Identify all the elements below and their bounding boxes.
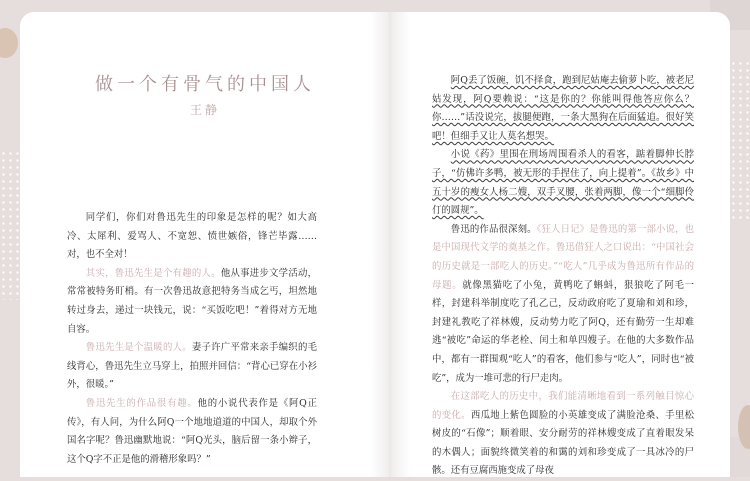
text-segment: 鲁迅的作品很深刻。 bbox=[450, 223, 537, 235]
text-segment: 就像黑猫吃了小兔，黄鸭吃了蝌蚪，狠狼吃了阿毛一样，封建科举制度吃了孔乙己，反动政府吃了夏瑜和刘和珍，封建礼教吃了祥林嫂，反动势力吃了阿Q，还有勤劳一生却难逃“被吃”命运的华老栓、闰土和单四嫂子。在他的大多数作品中，都有一群围观“吃人”的看客，他们参与“吃人”，同时也“被吃”，成为一堆可悲的行尸走肉。 bbox=[432, 279, 694, 384]
text-segment: 其实，鲁迅先生是个有趣的人。 bbox=[85, 267, 221, 279]
text-segment: 妻子许广平常来亲手编织的毛线背心，鲁迅先生立马穿上，拍照并回信：“背心已穿在小衫外，很暖。” bbox=[67, 342, 317, 391]
dot-pattern-right bbox=[730, 60, 750, 220]
text-segment: 鲁迅先生的作品很有趣。 bbox=[85, 397, 198, 409]
left-column bbox=[67, 209, 317, 469]
text-segment: 西瓜地上紫色圆脸的小英雄变成了满脸沧桑、手里松树皮的“石像”；顺着眼、安分耐劳的祥林嫂变成了直着眼发呆的木偶人；面貌终微笑着的和霭的刘和珍变成了一具冰冷的尸骸。还有豆腐西施变成了母夜 bbox=[432, 409, 694, 477]
paragraph bbox=[432, 72, 694, 146]
paragraph bbox=[432, 146, 694, 220]
book-gutter bbox=[370, 12, 410, 477]
text-segment: 他的小说代表作是《阿Q正传》，有人问，为什么阿Q一个地地道道的中国人，却取个外国名字呢？鲁迅幽默地说：“阿Q光头，脑后留一条小辫子，这个Q字不正是他的滑稽形象吗？” bbox=[67, 397, 317, 465]
text-segment: 鲁迅先生是个温暖的人。 bbox=[85, 342, 192, 354]
text-segment: 《狂人日记》是鲁迅的第一部小说，也是中国现代文学的奠基之作。鲁迅借狂人之口说出：“中国社会的历史就是一部吃人的历史。”“吃人”几乎成为鲁迅所有作品的母题。 bbox=[432, 223, 694, 291]
text-segment: 同学们，你们对鲁迅先生的印象是怎样的呢？如大高冷、太犀利、爱骂人、不宽恕、愤世嫉俗，锋芒毕露……对，也不全对！ bbox=[67, 212, 317, 261]
paragraph bbox=[67, 339, 317, 395]
paragraph bbox=[67, 209, 317, 265]
text-segment: 小说《药》里围在刑场周围看杀人的看客，踮着脚伸长脖子，“仿佛许多鸭，被无形的手捏住了，向上提着”。《故乡》中五十岁的瘦女人杨二嫂，双手叉腰，张着两脚，像一个“细脚伶仃的圆规”。 bbox=[432, 149, 694, 217]
right-column bbox=[432, 72, 694, 481]
text-segment: 阿Q丢了饭碗，饥不择食，跑到尼姑庵去偷萝卜吃，被老尼姑发现，阿Q要赖说：“这是你的？你能叫得他答应你么？你……”话没说完，拔腿便跑，一条大黑狗在后面猛追。很好笑吧！但细手又让人莫名想哭。 bbox=[432, 75, 694, 142]
article-title: 做一个有骨气的中国人 bbox=[95, 74, 315, 95]
paragraph bbox=[67, 395, 317, 469]
paragraph bbox=[67, 265, 317, 339]
paragraph bbox=[432, 221, 694, 388]
text-segment: 在这部吃人的历史中，我们能清晰地看到一系列触目惊心的变化。 bbox=[432, 391, 694, 421]
article-author: 王静 bbox=[189, 103, 220, 117]
watercolor-blob-icon bbox=[0, 28, 18, 58]
text-segment: 他从事进步文学活动，常常被特务盯梢。有一次鲁迅故意把特务当成乞丐，坦然地转过身去，递过一块钱元，说：“买饭吃吧！”着得对方无地自容。 bbox=[67, 267, 317, 335]
dot-pattern-left bbox=[0, 150, 22, 300]
paragraph bbox=[432, 388, 694, 481]
